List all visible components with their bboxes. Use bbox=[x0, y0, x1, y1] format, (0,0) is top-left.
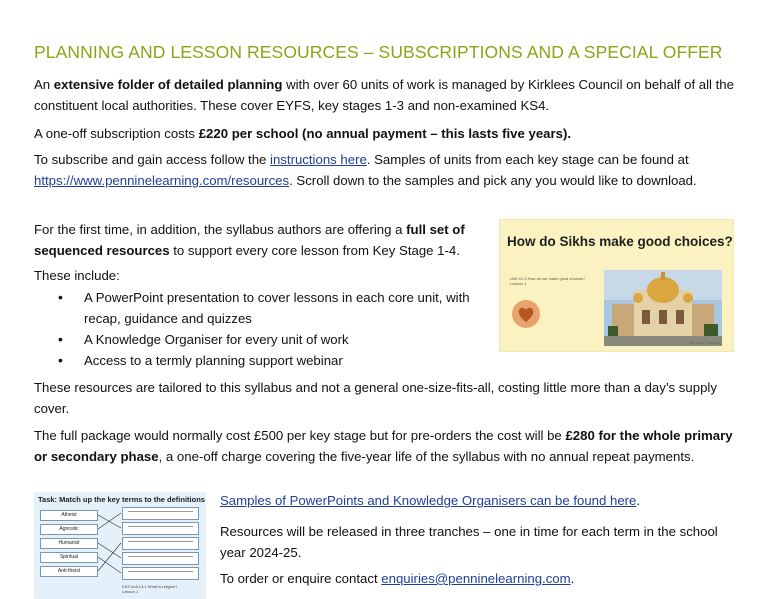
cost-paragraph: A one-off subscription costs £220 per school (no annual payment – this lasts five years). bbox=[34, 126, 572, 141]
worksheet-term: Humanist bbox=[40, 538, 98, 549]
offer-paragraph: For the first time, in addition, the syllabus authors are offering a full set of sequenced resources to support every core lesson from Key Stage 1-4. bbox=[34, 222, 465, 258]
intro-paragraph: An extensive folder of detailed planning with over 60 units of work is managed by Kirklees Council on behalf of all the constituent local authorities. These cover EYFS, key stages 1-3 and non-examined KS4. bbox=[34, 77, 734, 113]
email-link[interactable]: enquiries@penninelearning.com bbox=[381, 571, 571, 586]
tailored-paragraph: These resources are tailored to this syllabus and not a general one-size-fits-all, costing little more than a day’s supply cover. bbox=[34, 380, 717, 416]
list-item: • Access to a termly planning support webinar bbox=[34, 350, 484, 371]
samples-link[interactable]: Samples of PowerPoints and Knowledge Organisers can be found here bbox=[220, 493, 637, 508]
powerpoint-slide-image bbox=[500, 220, 733, 351]
worksheet-term: Anti-theist bbox=[40, 566, 98, 577]
includes-list bbox=[34, 287, 484, 371]
instructions-link[interactable]: instructions here bbox=[270, 152, 367, 167]
worksheet-term: Atheist bbox=[40, 510, 98, 521]
slide-title: How do Sikhs make good choices? bbox=[507, 234, 733, 249]
contact-paragraph: To order or enquire contact enquiries@penninelearning.com. bbox=[220, 571, 575, 586]
subscribe-paragraph: To subscribe and gain access follow the instructions here. Samples of units from each key stage can be found at https://www.penninelearning.com/resources. Scroll down to the samples and pick any you would like to download. bbox=[34, 152, 697, 188]
slide-subtitle: Unit X1.3 How do we make good choices? Lesson 1 bbox=[510, 276, 586, 286]
worksheet-title: Task: Match up the key terms to the definitions bbox=[38, 495, 205, 504]
matching-lines bbox=[34, 492, 206, 599]
list-item: • A Knowledge Organiser for every unit of work bbox=[34, 329, 484, 350]
resources-url-link[interactable]: https://www.penninelearning.com/resources bbox=[34, 173, 290, 188]
list-item: • A PowerPoint presentation to cover lessons in each core unit, with recap, guidance and quizzes bbox=[34, 287, 484, 329]
slide-footer: Pennine Learning bbox=[689, 340, 721, 345]
samples-line: Samples of PowerPoints and Knowledge Organisers can be found here. bbox=[220, 493, 641, 508]
gurdwara-photo bbox=[604, 270, 722, 346]
worksheet-term: Agnostic bbox=[40, 524, 98, 535]
includes-label: These include: bbox=[34, 268, 120, 283]
worksheet-footer: KS3 Unit L3.1 What is religion? Lesson 1 bbox=[122, 584, 178, 594]
worksheet-term: Spiritual bbox=[40, 552, 98, 563]
tranches-paragraph: Resources will be released in three tranches – one in time for each term in the school year 2024-25. bbox=[220, 524, 718, 560]
heart-icon bbox=[512, 300, 540, 328]
package-paragraph: The full package would normally cost £500 per key stage but for pre-orders the cost will be £280 for the whole primary or secondary phase, a one-off charge covering the five-year life of the syllabus with no annual repeat payments. bbox=[34, 428, 733, 464]
page-heading: PLANNING AND LESSON RESOURCES – SUBSCRIPTIONS AND A SPECIAL OFFER bbox=[34, 42, 723, 62]
knowledge-organiser-image bbox=[34, 492, 206, 599]
